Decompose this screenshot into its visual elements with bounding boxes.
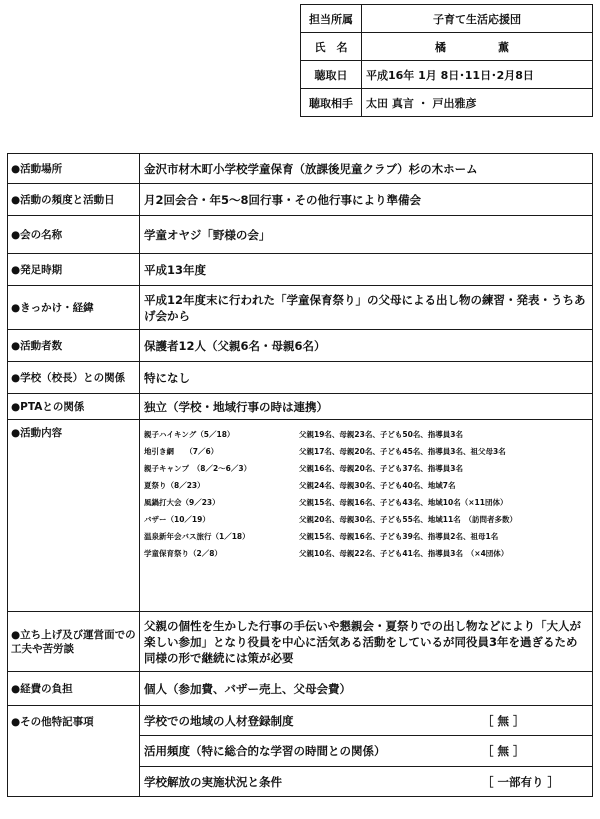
cost-value: 個人（参加費、バザー売上、父母会費）	[140, 672, 593, 706]
activity-participants: 父親24名、母親30名、子ども40名、地域7名	[299, 481, 456, 490]
school-value: 特になし	[140, 362, 593, 394]
activity-name: 親子ハイキング（5／18）	[144, 430, 235, 439]
place-value: 金沢市材木町小学校学童保育（放課後児童クラブ）杉の木ホーム	[140, 154, 593, 184]
main-table	[7, 153, 593, 797]
row-place	[8, 154, 593, 184]
other-item	[140, 706, 593, 736]
members-label: ●活動者数	[8, 330, 140, 362]
activity-name: 親子キャンプ （8／2～6／3）	[144, 464, 252, 473]
group-name-value: 学童オヤジ「野様の会」	[140, 216, 593, 254]
other-item-key: 学校での地域の人材登録制度	[144, 713, 294, 728]
other-label: ●その他特記事項	[8, 706, 140, 797]
activity-name: 温泉新年会バス旅行（1／18）	[144, 532, 250, 541]
interviewee-label: 聴取相手	[301, 89, 362, 117]
department-value: 子育て生活応援団	[362, 5, 593, 33]
other-item-value: ［ 一部有り ］	[482, 774, 560, 789]
trigger-label: ●きっかけ・経緯	[8, 286, 140, 330]
pta-label: ●PTAとの関係	[8, 394, 140, 420]
row-school	[8, 362, 593, 394]
activities-label: ●活動内容	[8, 420, 140, 612]
activity-name: 地引き網 （7／6）	[144, 447, 219, 456]
activity-row	[144, 528, 588, 545]
activity-row	[144, 511, 588, 528]
other-item	[140, 767, 593, 797]
activity-participants: 父親15名、母親16名、子ども39名、指導員2名、祖母1名	[299, 532, 499, 541]
header-table	[300, 4, 593, 117]
activity-name: 風鍋打大会（9／23）	[144, 498, 220, 507]
name-label: 氏 名	[301, 33, 362, 61]
activity-name: 学童保育祭り（2／8）	[144, 549, 222, 558]
row-cost	[8, 672, 593, 706]
date-label: 聴取日	[301, 61, 362, 89]
school-label: ●学校（校長）との関係	[8, 362, 140, 394]
activities-list	[140, 420, 593, 612]
other-item-key: 活用頻度（特に総合的な学習の時間との関係）	[144, 744, 386, 758]
name-value: 橘 薫	[362, 33, 593, 61]
startup-value: 父親の個性を生かした行事の手伝いや懇親会・夏祭りでの出し物などにより「大人が楽しい参加」となり役員を中心に活気ある活動をしているが同役員3年を過ぎるため同様の形で継続には策が必要	[140, 612, 593, 672]
activity-row	[144, 460, 588, 477]
row-activities	[8, 420, 593, 612]
activity-row	[144, 426, 588, 443]
group-name-label: ●会の名称	[8, 216, 140, 254]
pta-value: 独立（学校・地域行事の時は連携）	[140, 394, 593, 420]
activity-participants: 父親16名、母親20名、子ども37名、指導員3名	[299, 464, 464, 473]
other-item-value: ［ 無 ］	[482, 744, 525, 758]
activity-participants: 父親10名、母親22名、子ども41名、指導員3名 （×4団体）	[299, 549, 509, 558]
interviewee-value: 太田 真言 ・ 戸出雅彦	[362, 89, 593, 117]
date-value: 平成16年 1月 8日･11日･2月8日	[362, 61, 593, 89]
cost-label: ●経費の負担	[8, 672, 140, 706]
startup-label: ●立ち上げ及び運営面での工夫や苦労談	[8, 612, 140, 672]
row-other-1	[8, 706, 593, 736]
frequency-label: ●活動の頻度と活動日	[8, 184, 140, 216]
start-label: ●発足時期	[8, 254, 140, 286]
frequency-value: 月2回会合・年5～8回行事・その他行事により準備会	[140, 184, 593, 216]
members-value: 保護者12人（父親6名・母親6名）	[140, 330, 593, 362]
row-members	[8, 330, 593, 362]
activity-name: 夏祭り（8／23）	[144, 481, 205, 490]
other-item-key: 学校解放の実施状況と条件	[144, 774, 282, 789]
activity-participants: 父親20名、母親30名、子ども55名、地域11名 （訪問者多数）	[299, 515, 517, 524]
trigger-value: 平成12年度末に行われた「学童保育祭り」の父母による出し物の練習・発表・うちあげ会から	[140, 286, 593, 330]
activity-row	[144, 477, 588, 494]
activity-participants: 父親17名、母親20名、子ども45名、指導員3名、祖父母3名	[299, 447, 506, 456]
activity-participants: 父親19名、母親23名、子ども50名、指導員3名	[299, 430, 464, 439]
other-item-value: ［ 無 ］	[482, 713, 525, 728]
activity-row	[144, 545, 588, 562]
place-label: ●活動場所	[8, 154, 140, 184]
header-row-department	[301, 5, 593, 33]
row-start	[8, 254, 593, 286]
header-row-date	[301, 61, 593, 89]
header-row-name	[301, 33, 593, 61]
other-item	[140, 736, 593, 767]
row-trigger	[8, 286, 593, 330]
row-pta	[8, 394, 593, 420]
header-row-interviewee	[301, 89, 593, 117]
row-group-name	[8, 216, 593, 254]
row-startup	[8, 612, 593, 672]
start-value: 平成13年度	[140, 254, 593, 286]
activity-row	[144, 494, 588, 511]
department-label: 担当所属	[301, 5, 362, 33]
activity-participants: 父親15名、母親16名、子ども43名、地域10名（×11団体）	[299, 498, 508, 507]
row-frequency	[8, 184, 593, 216]
activity-name: バザー（10／19）	[144, 515, 210, 524]
activity-row	[144, 443, 588, 460]
